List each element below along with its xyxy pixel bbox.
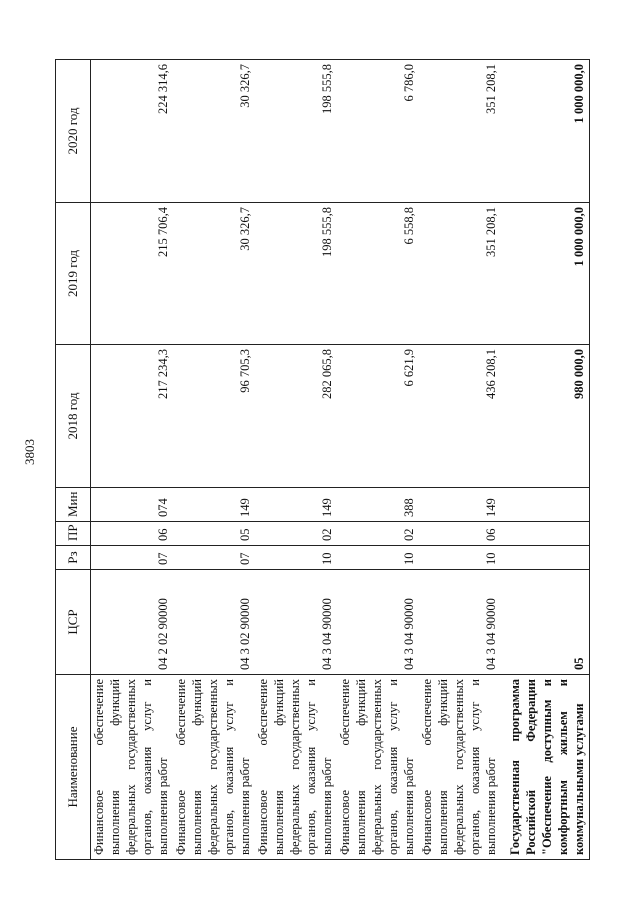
row-2018: 217 234,3 bbox=[91, 345, 174, 488]
row-min: 074 bbox=[91, 488, 174, 522]
row-csr: 04 3 04 90000 bbox=[419, 570, 501, 675]
row-min: 149 bbox=[419, 488, 501, 522]
row-name: Финансовое обеспечение выполнения функций федеральных государственных органов, оказания услуг и выполнения работ bbox=[92, 679, 170, 855]
row-2020: 30 326,7 bbox=[173, 60, 255, 203]
row-rz: 10 bbox=[419, 546, 501, 570]
program-name-cell bbox=[501, 675, 590, 860]
program-rz bbox=[501, 546, 590, 570]
row-name: Финансовое обеспечение выполнения функций федеральных государственных органов, оказания услуг и выполнения работ bbox=[420, 679, 498, 855]
table-row bbox=[419, 60, 501, 860]
row-2019: 30 326,7 bbox=[173, 203, 255, 345]
row-name: Финансовое обеспечение выполнения функций федеральных государственных органов, оказания услуг и выполнения работ bbox=[174, 679, 252, 855]
row-rz: 07 bbox=[91, 546, 174, 570]
table-row bbox=[255, 60, 337, 860]
row-name-cell bbox=[337, 675, 419, 860]
table-row bbox=[91, 60, 174, 860]
budget-table bbox=[55, 59, 590, 860]
program-csr: 05 bbox=[501, 570, 590, 675]
row-2020: 6 786,0 bbox=[337, 60, 419, 203]
row-2019: 198 555,8 bbox=[255, 203, 337, 345]
program-2019: 1 000 000,0 bbox=[501, 203, 590, 345]
row-csr: 04 2 02 90000 bbox=[91, 570, 174, 675]
row-rz: 10 bbox=[255, 546, 337, 570]
row-name-cell bbox=[255, 675, 337, 860]
rotated-table-wrapper bbox=[55, 60, 595, 860]
row-min: 149 bbox=[255, 488, 337, 522]
row-pr: 05 bbox=[173, 522, 255, 546]
page-number bbox=[20, 435, 40, 469]
row-csr: 04 3 04 90000 bbox=[255, 570, 337, 675]
program-2018: 980 000,0 bbox=[501, 345, 590, 488]
header-rz: Рз bbox=[56, 546, 91, 570]
header-name: Наименование bbox=[56, 675, 91, 860]
row-2018: 96 705,3 bbox=[173, 345, 255, 488]
program-2020: 1 000 000,0 bbox=[501, 60, 590, 203]
row-pr: 02 bbox=[255, 522, 337, 546]
row-2020: 198 555,8 bbox=[255, 60, 337, 203]
page-number-text: 3803 bbox=[22, 439, 37, 465]
table-row bbox=[173, 60, 255, 860]
row-2020: 224 314,6 bbox=[91, 60, 174, 203]
row-2018: 436 208,1 bbox=[419, 345, 501, 488]
row-name: Финансовое обеспечение выполнения функций федеральных государственных органов, оказания услуг и выполнения работ bbox=[256, 679, 334, 855]
row-min: 388 bbox=[337, 488, 419, 522]
row-name-cell bbox=[91, 675, 174, 860]
row-pr: 06 bbox=[419, 522, 501, 546]
row-2018: 282 065,8 bbox=[255, 345, 337, 488]
header-pr: ПР bbox=[56, 522, 91, 546]
header-2019: 2019 год bbox=[56, 203, 91, 345]
row-pr: 06 bbox=[91, 522, 174, 546]
header-row bbox=[56, 60, 91, 860]
row-2019: 6 558,8 bbox=[337, 203, 419, 345]
row-rz: 07 bbox=[173, 546, 255, 570]
row-2019: 351 208,1 bbox=[419, 203, 501, 345]
row-min: 149 bbox=[173, 488, 255, 522]
row-name-cell bbox=[419, 675, 501, 860]
table-row bbox=[337, 60, 419, 860]
row-2018: 6 621,9 bbox=[337, 345, 419, 488]
row-name-cell bbox=[173, 675, 255, 860]
program-pr bbox=[501, 522, 590, 546]
header-csr: ЦСР bbox=[56, 570, 91, 675]
header-2018: 2018 год bbox=[56, 345, 91, 488]
header-min: Мин bbox=[56, 488, 91, 522]
program-row bbox=[501, 60, 590, 860]
row-2020: 351 208,1 bbox=[419, 60, 501, 203]
row-csr: 04 3 02 90000 bbox=[173, 570, 255, 675]
row-rz: 10 bbox=[337, 546, 419, 570]
program-name: Государственная программа Российской Федерации "Обеспечение доступным и комфортным жильем и коммунальными услугами bbox=[508, 679, 586, 855]
program-min bbox=[501, 488, 590, 522]
row-name: Финансовое обеспечение выполнения функций федеральных государственных органов, оказания услуг и выполнения работ bbox=[338, 679, 416, 855]
header-2020: 2020 год bbox=[56, 60, 91, 203]
row-2019: 215 706,4 bbox=[91, 203, 174, 345]
row-csr: 04 3 04 90000 bbox=[337, 570, 419, 675]
row-pr: 02 bbox=[337, 522, 419, 546]
